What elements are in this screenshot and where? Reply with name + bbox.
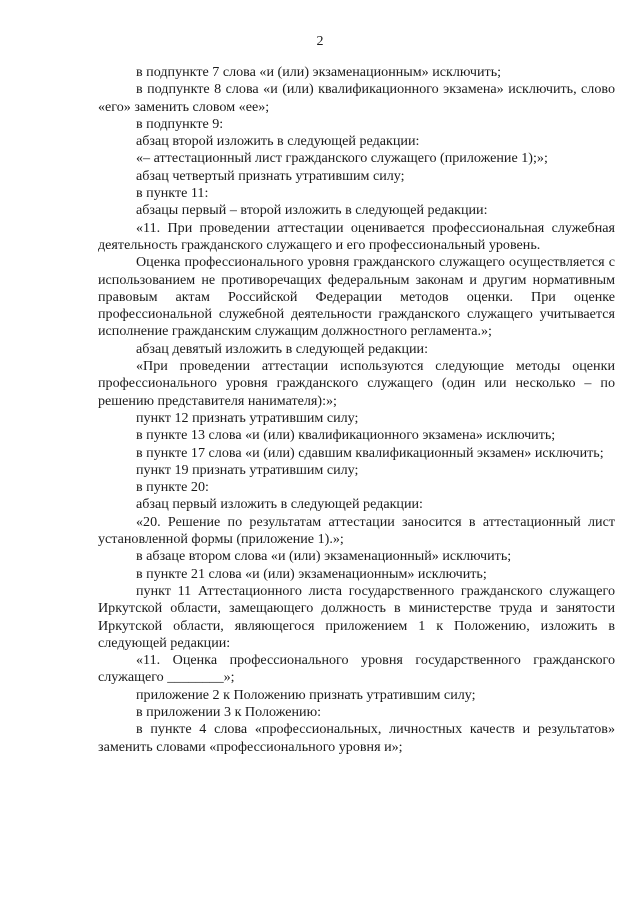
paragraph: Оценка профессионального уровня гражданского служащего осуществляется с использованием не противоречащих федеральным законам и другим нормативным правовым актам Российской Федерации методов оценки. При оценке профессиональной служебной деятельности гражданского служащего учитывается исполнение гражданским служащим должностного регламента.»; xyxy=(98,254,615,340)
paragraph: «20. Решение по результатам аттестации заносится в аттестационный лист установленной формы (приложение 1).»; xyxy=(98,513,615,548)
paragraph: «11. При проведении аттестации оценивается профессиональная служебная деятельность гражданского служащего и его профессиональный уровень. xyxy=(98,219,615,253)
paragraph: пункт 19 признать утратившим силу; xyxy=(136,461,359,478)
paragraph: в пункте 20: xyxy=(136,479,209,496)
paragraph: пункт 11 Аттестационного листа государственного гражданского служащего Иркутской области, замещающего должность в министерстве труда и занятости Иркутской области, являющегося приложением 1 к Положению, изложить в следующей редакции: xyxy=(98,582,615,651)
page-number: 2 xyxy=(316,34,324,49)
paragraph: абзац четвертый признать утратившим силу; xyxy=(136,167,405,184)
paragraph: в абзаце втором слова «и (или) экзаменационный» исключить; xyxy=(136,548,512,565)
paragraph: «11. Оценка профессионального уровня государственного гражданского служащего ________»; xyxy=(98,652,615,686)
paragraph: пункт 12 признать утратившим силу; xyxy=(136,409,359,426)
paragraph: абзац девятый изложить в следующей редакции: xyxy=(136,340,429,357)
paragraph: в пункте 21 слова «и (или) экзаменационным» исключить; xyxy=(136,565,487,582)
paragraph: абзац второй изложить в следующей редакции: xyxy=(136,133,420,150)
paragraph: абзацы первый – второй изложить в следующей редакции: xyxy=(136,202,488,219)
paragraph: в пункте 11: xyxy=(136,185,209,202)
paragraph: в подпункте 9: xyxy=(136,115,224,132)
paragraph: в подпункте 8 слова «и (или) квалификационного экзамена» исключить, слово «его» заменить словом «ее»; xyxy=(98,81,615,115)
paragraph: в приложении 3 к Положению: xyxy=(136,703,322,720)
paragraph: «При проведении аттестации используются следующие методы оценки профессионального уровня гражданского служащего (один или несколько – по решению представителя нанимателя):»; xyxy=(98,358,615,409)
paragraph: в подпункте 7 слова «и (или) экзаменационным» исключить; xyxy=(136,64,502,80)
document-body xyxy=(98,64,615,756)
paragraph: в пункте 17 слова «и (или) сдавшим квалификационный экзамен» исключить; xyxy=(136,444,604,461)
paragraph: в пункте 13 слова «и (или) квалификационного экзамена» исключить; xyxy=(136,427,556,444)
paragraph: абзац первый изложить в следующей редакции: xyxy=(136,496,423,513)
paragraph: приложение 2 к Положению признать утратившим силу; xyxy=(136,686,476,703)
paragraph: «– аттестационный лист гражданского служащего (приложение 1);»; xyxy=(136,150,548,167)
paragraph: в пункте 4 слова «профессиональных, личностных качеств и результатов» заменить словами «профессионального уровня и»; xyxy=(98,721,615,755)
